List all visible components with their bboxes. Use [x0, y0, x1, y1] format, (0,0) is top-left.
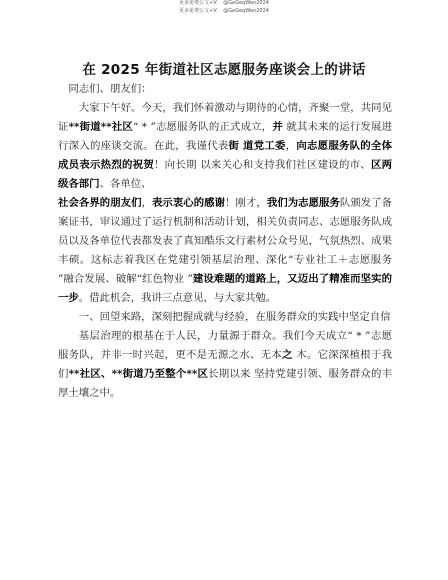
- bold-run: 我们为志愿服务: [266, 197, 340, 209]
- text-run: 大家下午好。今天，我们怀着激动与期待的心情，齐聚一堂，共同见证: [58, 102, 392, 133]
- paragraph-opening: [58, 99, 392, 308]
- bold-run: 之: [282, 349, 293, 361]
- text-run: ！刚才，: [225, 197, 267, 209]
- bold-run: 社会各界的朋友们: [58, 197, 142, 209]
- document-body: [58, 80, 392, 403]
- text-run: ，: [285, 140, 297, 152]
- text-run: ，: [141, 197, 152, 209]
- bold-run: 并: [272, 121, 283, 133]
- bold-run: 建设难题的道路上，又迈出了精准而坚实的一步: [58, 273, 392, 304]
- bold-run: 区两级各部门: [58, 159, 393, 190]
- document-title: 在 2025 年街道社区志愿服务座谈会上的讲话: [82, 62, 366, 78]
- greeting: 同志们、朋友们：: [68, 83, 152, 95]
- watermark-line: 更多免费公文+V： @GeGeqWen2024: [179, 0, 269, 6]
- watermark-line: 更多免费公文+V： @GeGeqWen2024: [179, 8, 269, 14]
- bold-run: 表示衷心的感谢: [151, 197, 226, 209]
- text-run: 基层治理的根基在于人民，力量源于群众。我们今天成立“ * ”志愿服务队，并非一时兴起，更不是无源之水、无本: [58, 330, 392, 361]
- text-run: 木。它深深植根于我们: [58, 349, 392, 380]
- text-run: “ * ”志愿服务队的正式成立，: [133, 121, 273, 133]
- text-run: 长期以来 坚持党建引领、服务群众的丰厚土壤之中。: [58, 368, 392, 399]
- section-heading: 一、回望来路，深刻把握成就与经验，在服务群众的实践中坚定自信: [78, 311, 391, 323]
- text-run: 就其未来的运行发展进行深入的座谈交流。在此，我谨代表: [58, 121, 392, 152]
- bold-run: **街道**社区: [68, 121, 133, 133]
- bold-run: 街 道党工委: [228, 140, 286, 152]
- paragraph-section1: [58, 327, 392, 403]
- bold-run: **社区、**街道乃至整个**区: [68, 368, 209, 380]
- text-run: 队颁发了备案证书，审议通过了运行机制和活动计划，相关负责同志、志愿服务队成员以及各单位代表都发表了真知酷乐文行素材公众号见，气氛热烈、成果丰硕。这标志着我区在党建引领基层治理、深化“专业社工＋志愿服务 ”融合发展、破解“红色物业 ”: [58, 197, 393, 285]
- text-run: ！向长期 以来关心和支持我们社区建设的市、: [154, 159, 371, 171]
- text-run: 、各单位、: [99, 178, 152, 190]
- text-run: 。借此机会，我讲三点意见，与大家共勉。: [78, 292, 277, 304]
- bold-run: 向志愿服务队的全体成员表示热烈的祝贺: [58, 140, 393, 171]
